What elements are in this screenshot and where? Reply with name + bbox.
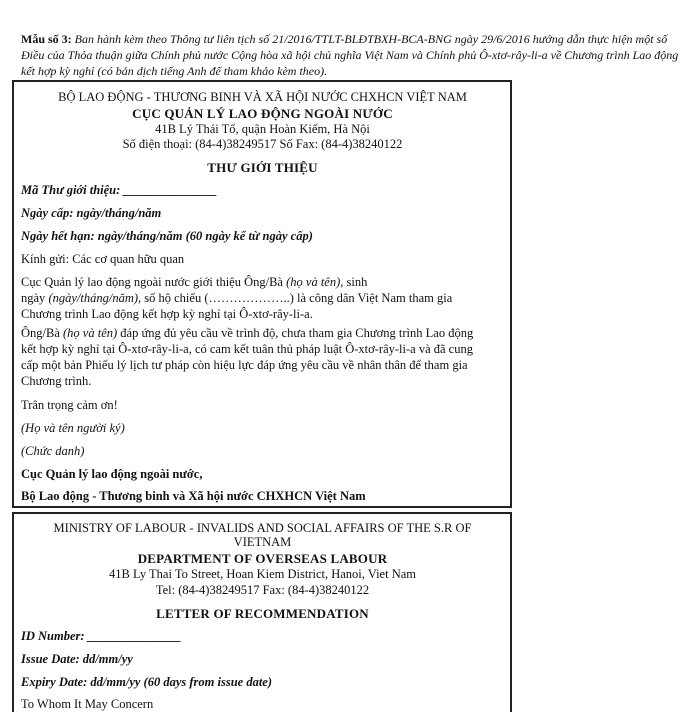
vi-sign-ministry: Bộ Lao động - Thương binh và Xã hội nước CHXHCN Việt Nam xyxy=(21,489,366,503)
english-letter-box xyxy=(12,512,512,712)
vietnamese-letter-box xyxy=(12,80,512,508)
en-letter-title: LETTER OF RECOMMENDATION xyxy=(156,606,369,621)
text: , số hộ chiếu (………………..) là công dân Việt Nam tham gia xyxy=(138,291,453,305)
vi-sign-department: Cục Quản lý lao động ngoài nước, xyxy=(21,467,203,481)
vi-phone-fax: Số điện thoại: (84-4)38249517 Số Fax: (84-4)38240122 xyxy=(122,137,403,151)
vi-issue-date: Ngày cấp: ngày/tháng/năm xyxy=(21,206,162,220)
en-phone-fax: Tel: (84-4)38249517 Fax: (84-4)38240122 xyxy=(155,583,370,597)
vi-regards: Trân trọng cảm ơn! xyxy=(21,398,118,412)
vi-paragraph-2-line-4: Chương trình. xyxy=(21,374,92,388)
vi-department: CỤC QUẢN LÝ LAO ĐỘNG NGOÀI NƯỚC xyxy=(132,106,393,121)
text: Cục Quản lý lao động ngoài nước giới thiệu Ông/Bà xyxy=(21,275,287,289)
vi-letter-title: THƯ GIỚI THIỆU xyxy=(207,160,318,175)
en-address: 41B Ly Thai To Street, Hoan Kiem District, Hanoi, Viet Nam xyxy=(108,567,416,581)
en-id-number: ID Number: _______________ xyxy=(21,629,182,643)
vi-expiry-date: Ngày hết hạn: ngày/tháng/năm (60 ngày kể từ ngày cấp) xyxy=(21,229,313,243)
en-expiry-date: Expiry Date: dd/mm/yy (60 days from issue date) xyxy=(21,675,273,689)
form-number: Mẫu số 3: xyxy=(21,32,72,46)
placeholder-name: (họ và tên) xyxy=(63,326,118,340)
en-addressee: To Whom It May Concern xyxy=(21,697,154,711)
placeholder-name: (họ và tên) xyxy=(286,275,341,289)
vi-address: 41B Lý Thái Tổ, quận Hoàn Kiếm, Hà Nội xyxy=(155,122,370,136)
form-header-note xyxy=(21,31,681,79)
vi-addressee: Kính gửi: Các cơ quan hữu quan xyxy=(21,252,185,266)
vi-paragraph-1-line-1 xyxy=(21,275,504,290)
vi-paragraph-2-line-1 xyxy=(21,326,504,341)
vi-paragraph-1-line-3: Chương trình Lao động kết hợp kỳ nghỉ tại Ô-xtơ-rây-li-a. xyxy=(21,307,313,321)
vi-signer-name: (Họ và tên người ký) xyxy=(21,421,125,435)
text: đáp ứng đủ yêu cầu về trình độ, chưa tham gia Chương trình Lao động xyxy=(117,326,474,340)
en-ministry-line-2: VIETNAM xyxy=(233,535,292,549)
vi-paragraph-2-line-2: kết hợp kỳ nghỉ tại Ô-xtơ-rây-li-a, có cam kết tuân thủ pháp luật Ô-xtơ-rây-li-a và đã cung xyxy=(21,342,473,356)
en-issue-date: Issue Date: dd/mm/yy xyxy=(21,652,133,666)
vi-paragraph-2-line-3: cấp một bản Phiếu lý lịch tư pháp còn hiệu lực đáp ứng yêu cầu về nhân thân để tham gia xyxy=(21,358,468,372)
vi-ministry: BỘ LAO ĐỘNG - THƯƠNG BINH VÀ XÃ HỘI NƯỚC CHXHCN VIỆT NAM xyxy=(58,90,467,104)
en-department: DEPARTMENT OF OVERSEAS LABOUR xyxy=(137,551,388,566)
vi-letter-code: Mã Thư giới thiệu: _______________ xyxy=(21,183,218,197)
vi-paragraph-1-line-2 xyxy=(21,291,504,306)
form-description: Ban hành kèm theo Thông tư liên tịch số 21/2016/TTLT-BLĐTBXH-BCA-BNG ngày 29/6/2016 hướng dẫn thực hiện một số Điều của Thỏa thuận giữa Chính phủ nước Cộng hòa xã hội chủ nghĩa Việt Nam và Chính phủ Ô-xtơ-rây-li-a về Chương trình Lao động kết hợp kỳ nghỉ (có bản dịch tiếng Anh để tham khảo kèm theo). xyxy=(21,32,679,78)
text: Ông/Bà xyxy=(21,326,64,340)
en-ministry-line-1: MINISTRY OF LABOUR - INVALIDS AND SOCIAL AFFAIRS OF THE S.R OF xyxy=(53,521,472,535)
text: , sinh xyxy=(340,275,368,289)
vi-signer-title: (Chức danh) xyxy=(21,444,85,458)
placeholder-dob: (ngày/tháng/năm) xyxy=(48,291,139,305)
text: ngày xyxy=(21,291,49,305)
